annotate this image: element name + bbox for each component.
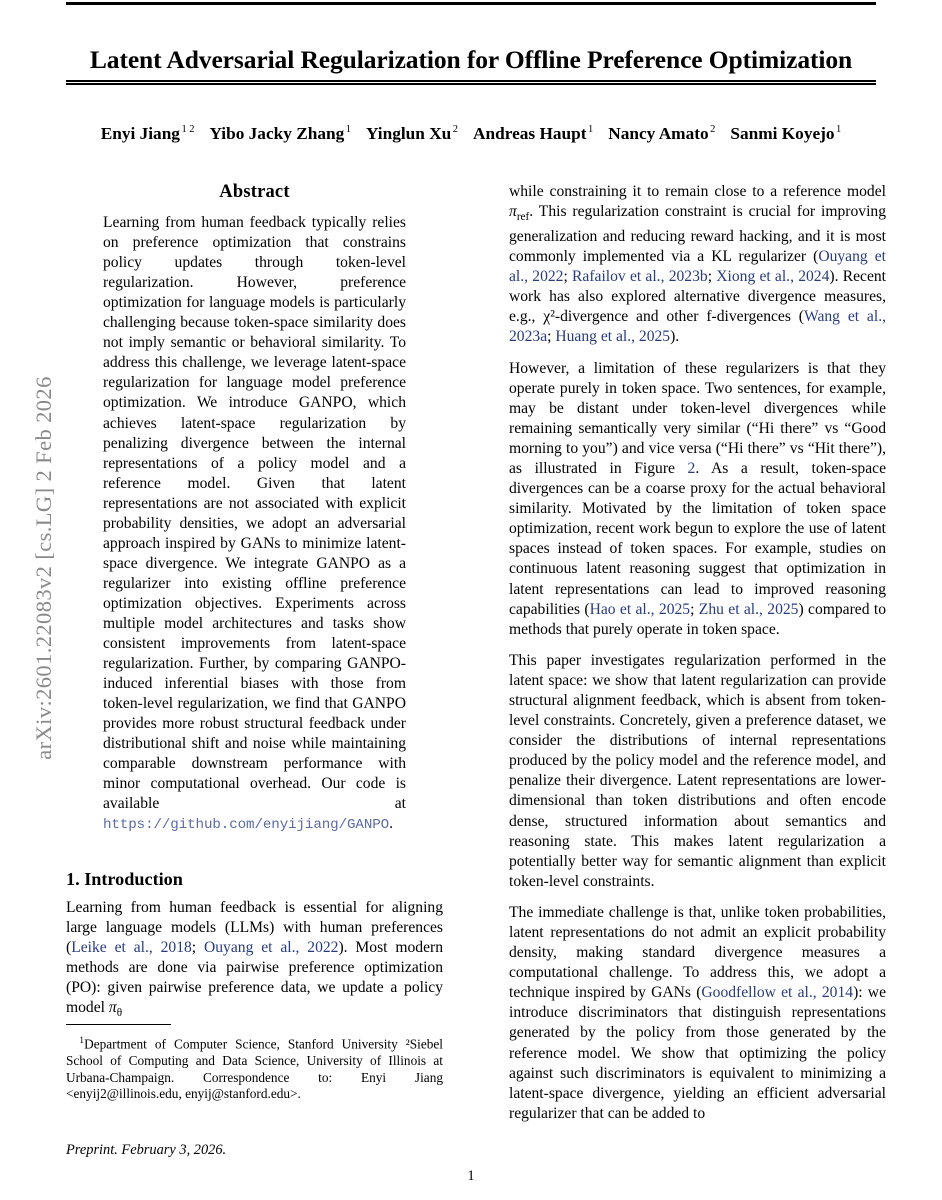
left-column xyxy=(66,182,443,1023)
author-affiliation-marker: 1 2 xyxy=(181,124,195,136)
header-rule-top xyxy=(66,2,876,5)
right-column xyxy=(509,182,886,1135)
abstract-heading: Abstract xyxy=(219,182,290,202)
introduction-paragraph: Learning from human feedback is essential for aligning large language models (LLMs) with human preferences (Leike et al., 2018; Ouyang et al., 2022). Most modern methods are done via pairwise preference optimization (PO): given pairwise preference data, we update a policy model $\pi_\theta$ xyxy=(66,898,443,1019)
author-name: Sanmi Koyejo $^1$ xyxy=(730,124,842,143)
citation-link[interactable]: Ouyang et al., 2022 xyxy=(509,248,886,286)
author-name: Nancy Amato $^2$ xyxy=(608,124,716,143)
math-symbol: $\pi_\theta$ xyxy=(108,998,123,1019)
citation-link[interactable]: Ouyang et al., 2022 xyxy=(204,938,339,956)
author-list xyxy=(66,124,876,144)
body-paragraph: This paper investigates regularization performed in the latent space: we show that latent regularization can provide structural alignment feedback, which is absent from token-level constraints. Concretely, given a preference dataset, we consider the distributions of internal representations produced by the policy model and the reference model, and penalize their divergence. Latent representations are lower-dimensional than token distributions and often encode dense, structured information about semantics and reasoning state. This makes latent regularization a potentially better way for semantic alignment than explicit token-level constraints. xyxy=(509,652,886,890)
github-url-link[interactable]: https://github.com/enyijiang/GANPO xyxy=(103,817,390,834)
author-affiliation-marker: 1 xyxy=(588,124,594,136)
header-rule-double xyxy=(66,80,876,85)
citation-link[interactable]: Huang et al., 2025 xyxy=(555,328,671,346)
footnote-marker: 1 xyxy=(79,1035,85,1046)
body-paragraph: The immediate challenge is that, unlike token probabilities, latent representations do not admit an explicit probability density, making standard divergence measures a computational challenge. To address this, we adopt a technique inspired by GANs (Goodfellow et al., 2014): we introduce discriminators that distinguish representations generated by the policy from those generated by the reference model. We show that optimizing the policy against such discriminators is equivalent to minimizing a latent-space divergence, yielding an efficient adversarial regularizer that can be added to xyxy=(509,904,886,1122)
citation-link[interactable]: 2 xyxy=(687,460,696,478)
footnote-block xyxy=(66,1024,443,1103)
citation-link[interactable]: Wang et al., 2023a xyxy=(509,308,886,346)
page-title: Latent Adversarial Regularization for Offline Preference Optimization xyxy=(89,45,853,75)
body-paragraph: while constraining it to remain close to a reference model $\pi_{ref}$. This regularization constraint is crucial for improving generalization and reducing reward hacking, and it is most commonly implemented via a KL regularizer (Ouyang et al., 2022; Rafailov et al., 2023b; Xiong et al., 2024). Recent work has also explored alternative divergence measures, e.g., χ²-divergence and other f-divergences (Wang et al., 2023a; Huang et al., 2025). xyxy=(509,183,887,346)
abstract-body: Learning from human feedback typically relies on preference optimization that constrains policy updates through token-level regularization. However, preference optimization for language models is particularly challenging because token-space similarity does not imply semantic or behavioral similarity. To address this challenge, we leverage latent-space regularization for language model preference optimization. We introduce GANPO, which achieves latent-space regularization by penalizing divergence between the internal representations of a policy model and a reference model. Given that latent representations are not associated with explicit probability densities, we adopt an adversarial approach inspired by GANs to minimize latent-space divergence. We integrate GANPO as a regularizer into existing offline preference optimization objectives. Experiments across multiple model architectures and tasks show consistent improvements from latent-space regularization. Further, by comparing GANPO-induced inferential biases with those from token-level regularization, we find that GANPO provides more robust structural feedback under distributional shift and noise while maintaining comparable downstream performance with minor computational overhead. Our code is available at https://github.com/enyijiang/GANPO. xyxy=(103,214,406,834)
author-affiliation-marker: 2 xyxy=(710,124,716,136)
author-name: Yibo Jacky Zhang $^1$ xyxy=(209,124,351,143)
author-affiliation-marker: 2 xyxy=(452,124,459,136)
author-name: Yinglun Xu $^2$ xyxy=(365,124,459,143)
arxiv-identifier-stamp: arXiv:2601.22083v2 [cs.LG] 2 Feb 2026 xyxy=(31,376,56,760)
citation-link[interactable]: Goodfellow et al., 2014 xyxy=(701,984,854,1002)
paper-page xyxy=(66,0,887,1200)
citation-link[interactable]: Zhu et al., 2025 xyxy=(698,600,799,618)
body-paragraph: However, a limitation of these regularizers is that they operate purely in token space. Two sentences, for example, may be distant under token-level divergences while remaining semantically very similar (“Hi there” vs “Good morning to you”) and vice versa (“Hi there” vs “Hit there”), as illustrated in Figure 2. As a result, token-space divergences can be a coarse proxy for the actual behavioral similarity. Motivated by the limitation of token space optimization, recent work begun to explore the use of latent spaces instead of token spaces. For example, studies on continuous latent reasoning suggest that optimization in latent representations can lead to improved reasoning capabilities (Hao et al., 2025; Zhu et al., 2025) compared to methods that purely operate in token space. xyxy=(509,359,886,638)
preprint-line: Preprint. February 3, 2026. xyxy=(66,1142,227,1158)
author-affiliation-marker: 1 xyxy=(345,124,351,136)
author-affiliation-marker: 1 xyxy=(836,124,842,136)
author-name: Enyi Jiang $^{1 2}$ xyxy=(100,124,195,143)
author-name: Andreas Haupt $^1$ xyxy=(473,124,594,143)
section-heading-introduction: 1. Introduction xyxy=(66,868,183,889)
citation-link[interactable]: Leike et al., 2018 xyxy=(71,938,192,956)
page-number: 1 xyxy=(467,1168,475,1184)
footnote-divider xyxy=(66,1024,171,1025)
citation-link[interactable]: Hao et al., 2025 xyxy=(589,600,691,618)
footnote-text: $^1$Department of Computer Science, Stanford University ²Siebel School of Computing and Data Science, University of Illinois at Urbana-Champaign. Correspondence to: Enyi Jiang <enyij2@illinois.edu, enyij@stanford.edu>. xyxy=(66,1035,443,1102)
citation-link[interactable]: Rafailov et al., 2023b xyxy=(572,268,708,286)
citation-link[interactable]: Xiong et al., 2024 xyxy=(716,268,830,286)
math-symbol: $\pi_{ref}$ xyxy=(509,203,530,224)
